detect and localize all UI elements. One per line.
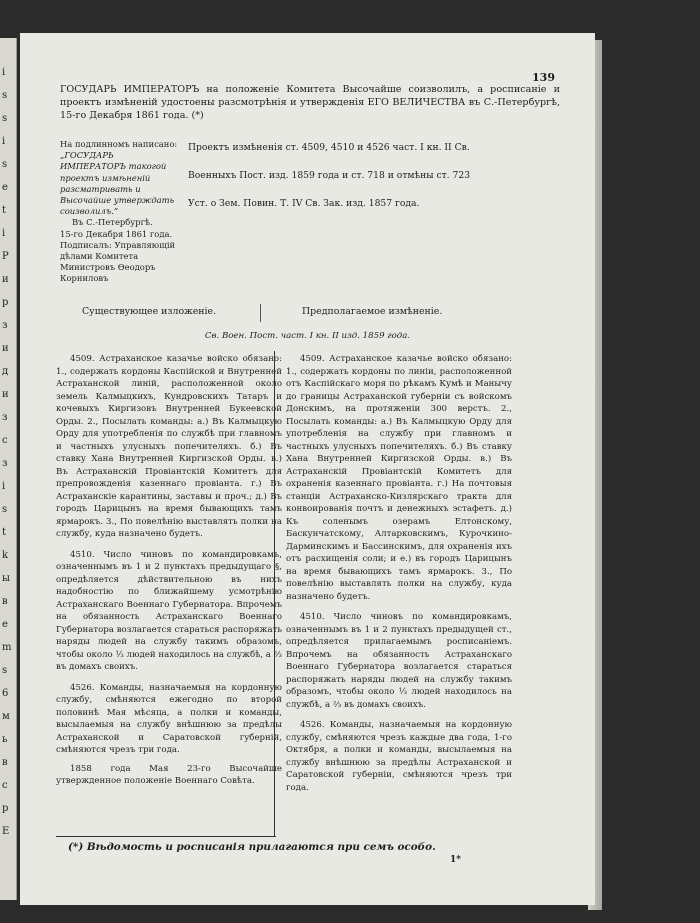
proposed-header: Предполагаемое измѣненіе. [302, 306, 443, 317]
edge-char: P [2, 251, 9, 262]
edge-char: и [2, 343, 9, 354]
project-line: Военныхъ Пост. изд. 1859 года и ст. 718 и отмѣны ст. 723 [188, 170, 471, 181]
edge-char: t [2, 527, 7, 538]
page-number: 139 [532, 71, 555, 84]
edge-char: з [2, 412, 8, 423]
article-4526-existing: 4526. Команды, назначаемыя на кордонную службу, смѣняются ежегодно по второй половинѣ Мая мѣсяца, а полки и команды, высылаемыя на службу внѣшнюю за предѣлы Астраханской и Саратовской губерній, смѣняются чрезъ три года. [56, 682, 282, 755]
edge-char: m [2, 642, 12, 653]
note-line: „ГОСУДАРЬ ИМПЕРАТОРЪ такогой проектъ измѣненій разсматривать и Высочайше утверждать соизволилъ.“ [60, 150, 175, 217]
article-4509-proposed: 4509. Астраханское казачье войско обязано: 1., содержать кордоны по линіи, расположенной отъ Каспійскаго моря по рѣкамъ Кумѣ и Манычу до границы Астраханской губерніи съ войскомъ Донскимъ, на протяженіи 300 верстъ. 2., Посылать команды: а.) Въ Калмыцкую Орду для употребленія на службу при главномъ и частныхъ улусныхъ попечителяхъ. б.) Въ ставку Хана Внутренней Киргизской Орды. в.) Въ Астраханскій Провіантскій Комитетъ для охраненія казеннаго провіанта. г.) На почтовыя станціи Астраханско-Кизлярскаго тракта для конвоированія почтъ и денежныхъ эстафетъ. д.) Къ соленымъ озерамъ Елтонскому, Баскунчатскому, Алтарковскимъ, Курочкино-Дарминскимъ и Бассинскимъ, для охраненія ихъ отъ расхищенія соли; и е.) въ городъ Царицынъ на время бывающихъ тамъ ярмарокъ. 3., По повелѣнію выставлять полки на службу, куда назначено будетъ. [286, 354, 512, 602]
proposed-column [286, 353, 512, 800]
note-line: Подписалъ: Управляющій дѣлами Комитета Министровъ Ѳеодоръ Корниловъ [60, 239, 176, 284]
edge-char: ы [2, 573, 10, 584]
article-4510-proposed: 4510. Число чиновъ по командировкамъ, означеннымъ въ 1 и 2 пунктахъ предыдущей ст., опредѣляется прилагаемымъ росписаніемъ. Впрочемъ на обязанность Астраханскаго Военнаго Губернатора возлагается стараться распоряжать наряды людей на службу такимъ образомъ, чтобы около ⅓ людей находилось на службѣ, а ⅔ въ домахъ своихъ. [286, 612, 512, 710]
article-4509-existing: 4509. Астраханское казачье войско обязано: 1., содержать кордоны Каспійской и Внутренней Астраханской линій, расположенной около земель Калмыцкихъ, Кундровскихъ Татаръ и кочевыхъ Киргизовъ Внутренней Букеевской Орды. 2., Посылать команды: а.) Въ Калмыцкую Орду для употребленія по службѣ при главномъ и частныхъ улусныхъ попечителяхъ. б.) Въ ставку Хана Внутренней Киргизской Орды. в.) Въ Астраханскій Провіантскій Комитетъ для препровожденія казеннаго провіанта. г.) Въ Астраханскіе карантины, заставы и проч.; д.) Въ городъ Царицынъ на время бывающихъ тамъ ярмарокъ. 3., По повелѣнію выставлять полки на службу, куда назначено будетъ. [56, 354, 282, 539]
edge-char: е [2, 619, 8, 630]
edge-char: p [2, 803, 9, 814]
existing-column [56, 353, 282, 794]
article-4526-proposed: 4526. Команды, назначаемыя на кордонную службу, смѣняются чрезъ каждые два года, 1-го Октября, а полки и команды, высылаемыя на службу внѣшнюю за предѣлы Астраханской и Саратовской губерніи, смѣняются чрезъ три года. [286, 720, 512, 793]
document-page [20, 33, 595, 905]
edge-char: s [2, 113, 8, 124]
edge-char: ь [2, 734, 8, 745]
edge-char: s [2, 504, 8, 515]
footnote: (*) Вѣдомость и росписанія прилагаются при семъ особо. [68, 841, 436, 853]
edge-char: e [2, 182, 8, 193]
header-divider [260, 304, 261, 322]
signature-mark: 1* [450, 855, 461, 865]
edge-char: р [2, 297, 9, 308]
edge-char: s [2, 159, 8, 170]
edge-char: и [2, 274, 9, 285]
note-line: 15-го Декабря 1861 года. [60, 228, 173, 239]
edge-char: з [2, 458, 8, 469]
article-4510-existing: 4510. Число чиновъ по командировкамъ, означеннымъ въ 1 и 2 пунктахъ предыдущаго §, опредѣляется дѣйствительною въ нихъ надобностію по ближайшему усмотрѣнію Астраханскаго Военнаго Губернатора. Впрочемъ на обязанность Астраханскаго Военнаго Губернатора возлагается стараться распоряжать наряды людей на службу такимъ образомъ, чтобы около ⅓ людей находилось на службѣ, а ⅔ въ домахъ своихъ. [56, 549, 282, 672]
previous-page-edge [0, 38, 17, 900]
existing-header: Существующее изложеніе. [82, 306, 217, 317]
edge-char: t [2, 205, 7, 216]
edge-char: E [2, 826, 10, 837]
margin-note [60, 139, 182, 285]
edge-char: i [2, 136, 6, 147]
edge-char: s [2, 665, 8, 676]
document-heading: ГОСУДАРЬ ИМПЕРАТОРЪ на положеніе Комитета Высочайше соизволилъ, а росписаніе и проектъ измѣненій удостоены разсмотрѣнія и утвержденія ЕГО ВЕЛИЧЕСТВА въ С.-Петербургѣ, 15-го Декабря 1861 года. (*) [60, 84, 560, 121]
project-line: Уст. о Зем. Повин. Т. IV Св. Зак. изд. 1857 года. [188, 198, 420, 209]
footnote-rule [56, 836, 276, 837]
note-line: На подлинномъ написано: [60, 139, 178, 149]
decree-1858: 1858 года Мая 23-го Высочайше утвержденное положеніе Военнаго Совѣта. [56, 763, 282, 786]
edge-char: i [2, 67, 6, 78]
edge-char: i [2, 481, 6, 492]
edge-char: з [2, 320, 8, 331]
edge-char: i [2, 228, 6, 239]
source-reference: Св. Воен. Пост. част. I кн. II изд. 1859 года. [204, 331, 411, 341]
project-block [188, 141, 568, 225]
edge-char: с [2, 780, 8, 791]
edge-char: в [2, 596, 8, 607]
edge-char: д [2, 366, 9, 377]
edge-char: с [2, 435, 8, 446]
edge-char: м [2, 711, 10, 722]
edge-char: и [2, 389, 9, 400]
project-line: Проектъ измѣненія ст. 4509, 4510 и 4526 част. I кн. II Св. [188, 142, 470, 153]
edge-char: k [2, 550, 9, 561]
edge-char: в [2, 757, 8, 768]
edge-char: 6 [2, 688, 9, 699]
note-line: Въ С.-Петербургѣ. [72, 217, 153, 228]
edge-char: s [2, 90, 8, 101]
